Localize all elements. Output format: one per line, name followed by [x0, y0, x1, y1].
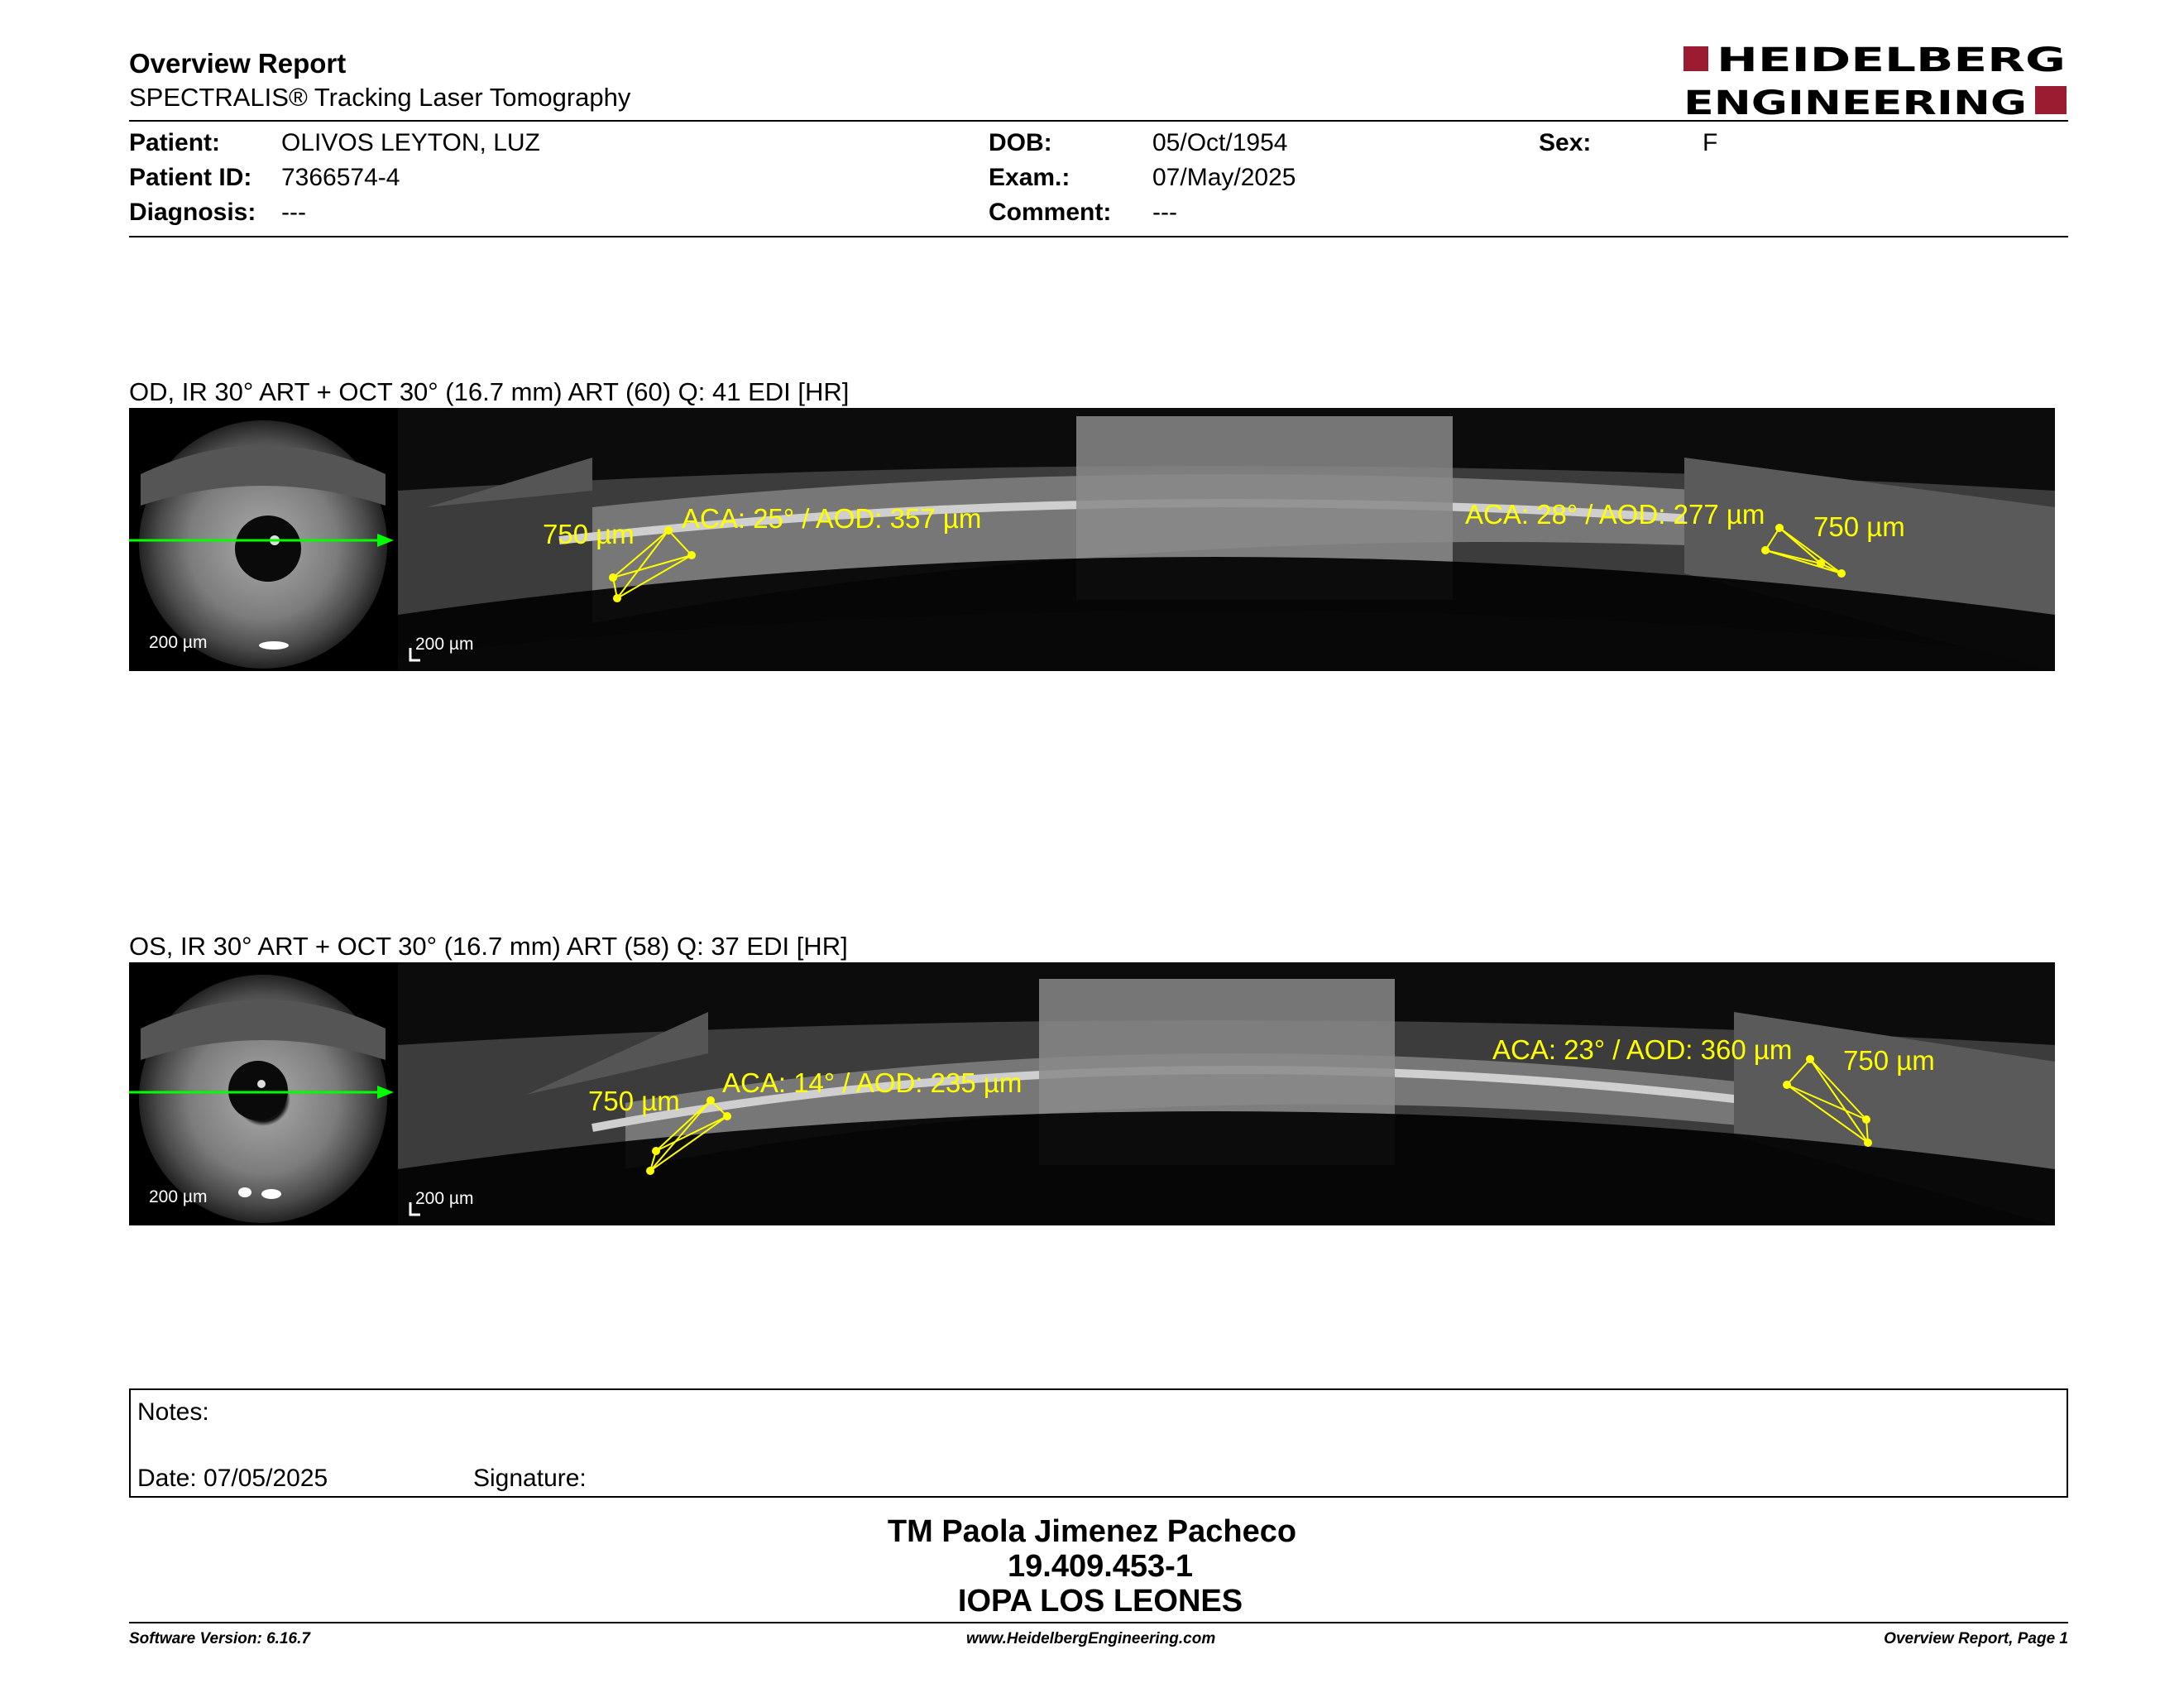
diagnosis-label: Diagnosis:	[129, 199, 256, 226]
comment-value: ---	[1152, 199, 1177, 226]
svg-text:750 µm: 750 µm	[588, 1086, 680, 1116]
patient-id-label: Patient ID:	[129, 164, 252, 191]
ir-eye-image-od	[129, 408, 398, 671]
ir-eye-image-os	[129, 962, 398, 1225]
signer-org: IOPA LOS LEONES	[957, 1584, 1243, 1618]
oct-scale-os: 200 µm	[415, 1189, 474, 1208]
svg-text:ACA: 23° / AOD: 360 µm: ACA: 23° / AOD: 360 µm	[1492, 1034, 1793, 1065]
ir-scale-od: 200 µm	[149, 633, 208, 652]
oct-image-od	[398, 408, 2055, 671]
patient-value: OLIVOS LEYTON, LUZ	[281, 129, 540, 156]
notes-label: Notes:	[137, 1398, 209, 1426]
report-title: Overview Report	[129, 48, 347, 79]
exam-value: 07/May/2025	[1152, 164, 1296, 191]
notes-date: Date: 07/05/2025	[137, 1465, 328, 1492]
comment-label: Comment:	[989, 199, 1112, 226]
svg-text:ACA: 25° / AOD: 357 µm: ACA: 25° / AOD: 357 µm	[682, 503, 982, 534]
oct-scale-od: 200 µm	[415, 635, 474, 654]
signature-label: Signature:	[473, 1465, 587, 1492]
footer-divider	[129, 1622, 2068, 1623]
patient-label: Patient:	[129, 129, 221, 156]
signer-name: TM Paola Jimenez Pacheco	[887, 1514, 1297, 1549]
scan-od-panel	[129, 408, 2055, 671]
notes-box	[129, 1388, 2068, 1498]
dob-label: DOB:	[989, 129, 1052, 156]
svg-text:ACA: 28° / AOD: 277 µm: ACA: 28° / AOD: 277 µm	[1465, 499, 1765, 530]
exam-label: Exam.:	[989, 164, 1070, 191]
svg-text:750 µm: 750 µm	[1843, 1045, 1935, 1076]
diagnosis-value: ---	[281, 199, 306, 226]
scan-od-title: OD, IR 30° ART + OCT 30° (16.7 mm) ART (60) Q: 41 EDI [HR]	[129, 377, 850, 406]
svg-text:750 µm: 750 µm	[1813, 511, 1905, 542]
dob-value: 05/Oct/1954	[1152, 129, 1288, 156]
page-number: Overview Report, Page 1	[1884, 1630, 2068, 1647]
sex-label: Sex:	[1539, 129, 1592, 156]
signer-id: 19.409.453-1	[1008, 1549, 1193, 1584]
svg-text:750 µm: 750 µm	[543, 519, 635, 549]
info-divider	[129, 236, 2068, 237]
report-subtitle: SPECTRALIS® Tracking Laser Tomography	[129, 83, 631, 112]
ir-scale-os: 200 µm	[149, 1187, 208, 1206]
svg-text:ACA: 14° / AOD: 235 µm: ACA: 14° / AOD: 235 µm	[722, 1067, 1023, 1098]
scan-os-title: OS, IR 30° ART + OCT 30° (16.7 mm) ART (58) Q: 37 EDI [HR]	[129, 932, 848, 961]
software-version: Software Version: 6.16.7	[129, 1630, 310, 1647]
patient-id-value: 7366574-4	[281, 164, 400, 191]
svg-text:ENGINEERING: ENGINEERING	[1684, 84, 2027, 117]
scan-os-panel	[129, 962, 2055, 1225]
heidelberg-logo	[1684, 45, 2068, 117]
svg-text:HEIDELBERG: HEIDELBERG	[1717, 45, 2066, 79]
sex-value: F	[1703, 129, 1718, 156]
website-link[interactable]: www.HeidelbergEngineering.com	[966, 1630, 1216, 1647]
header-divider	[129, 120, 2068, 122]
